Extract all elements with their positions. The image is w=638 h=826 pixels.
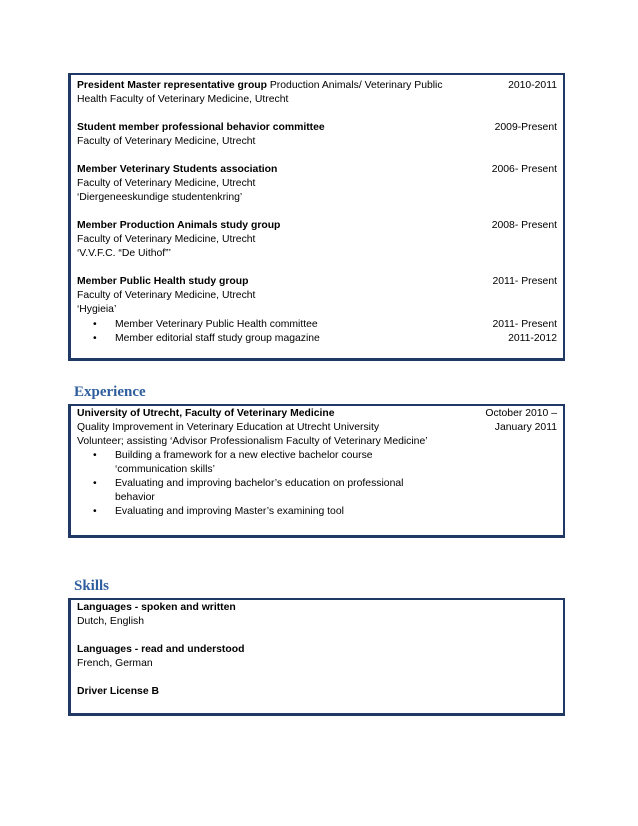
experience-line: Quality Improvement in Veterinary Education at Utrecht University [77, 422, 380, 433]
activity-line: Health Faculty of Veterinary Medicine, Utrecht [77, 94, 289, 105]
activity-date: 2006- Present [491, 164, 557, 175]
bullet-line: behavior [115, 492, 155, 503]
bullet-line: • Evaluating and improving bachelor’s education on professional [115, 478, 404, 489]
skill-entry [77, 685, 559, 699]
experience-box [68, 404, 565, 538]
skill-entry [77, 601, 559, 629]
activity-title: Student member professional behavior committee [77, 122, 325, 133]
bullet-date: 2011-2012 [508, 333, 557, 344]
activity-line: ‘Diergeneeskundige studentenkring’ [77, 192, 243, 203]
bullet-line: ‘communication skills’ [115, 464, 215, 475]
experience-bullet-list [77, 449, 559, 519]
bullet-item [77, 449, 559, 477]
bullet-item [77, 477, 559, 505]
experience-title: University of Utrecht, Faculty of Veterinary Medicine [77, 408, 335, 419]
activity-line: Faculty of Veterinary Medicine, Utrecht [77, 178, 256, 189]
experience-line: Volunteer; assisting ‘Advisor Professionalism Faculty of Veterinary Medicine’ [77, 436, 428, 447]
skill-title: Languages - read and understood [77, 644, 245, 655]
activity-entry [77, 79, 559, 107]
activity-entry [77, 121, 559, 149]
activity-entry [77, 163, 559, 205]
activity-title-suffix: Production Animals/ Veterinary Public [266, 80, 443, 91]
activity-line: Faculty of Veterinary Medicine, Utrecht [77, 234, 256, 245]
skill-title: Languages - spoken and written [77, 602, 236, 613]
skills-box [68, 598, 565, 716]
activity-title: President Master representative group [77, 80, 267, 91]
experience-date-line2: January 2011 [494, 422, 557, 433]
skill-value: Dutch, English [77, 616, 144, 627]
activity-line: Faculty of Veterinary Medicine, Utrecht [77, 136, 256, 147]
bullet-item [77, 505, 559, 519]
activity-title: Member Production Animals study group [77, 220, 281, 231]
activity-line: Faculty of Veterinary Medicine, Utrecht [77, 290, 256, 301]
activity-line: ‘V.V.F.C. “De Uithof”’ [77, 248, 171, 259]
bullet-line: • Evaluating and improving Master’s examining tool [115, 506, 344, 517]
activity-line: ‘Hygieia’ [77, 304, 117, 315]
skill-entry [77, 643, 559, 671]
activity-entry [77, 275, 559, 317]
activity-title: Member Public Health study group [77, 276, 249, 287]
bullet-item: • Member editorial staff study group magazine [77, 332, 559, 346]
activity-date: 2011- Present [492, 276, 557, 287]
activities-box [68, 73, 565, 361]
activity-date: 2010-2011 [508, 80, 557, 91]
bullet-date: 2011- Present [492, 319, 557, 330]
activity-date: 2008- Present [491, 220, 557, 231]
activity-entry [77, 219, 559, 261]
experience-entry [77, 407, 559, 519]
skills-heading: Skills [74, 578, 110, 594]
activity-title-line [77, 79, 559, 93]
experience-date-line1: October 2010 – [485, 408, 557, 419]
activity-date: 2009-Present [494, 122, 557, 133]
bullet-item: • Member Veterinary Public Health committee [77, 318, 559, 332]
activity-title: Member Veterinary Students association [77, 164, 278, 175]
skill-value: French, German [77, 658, 153, 669]
skill-title: Driver License B [77, 686, 160, 697]
experience-heading: Experience [74, 384, 146, 400]
activity-bullet-list [77, 318, 559, 346]
bullet-line: • Building a framework for a new elective bachelor course [115, 450, 373, 461]
